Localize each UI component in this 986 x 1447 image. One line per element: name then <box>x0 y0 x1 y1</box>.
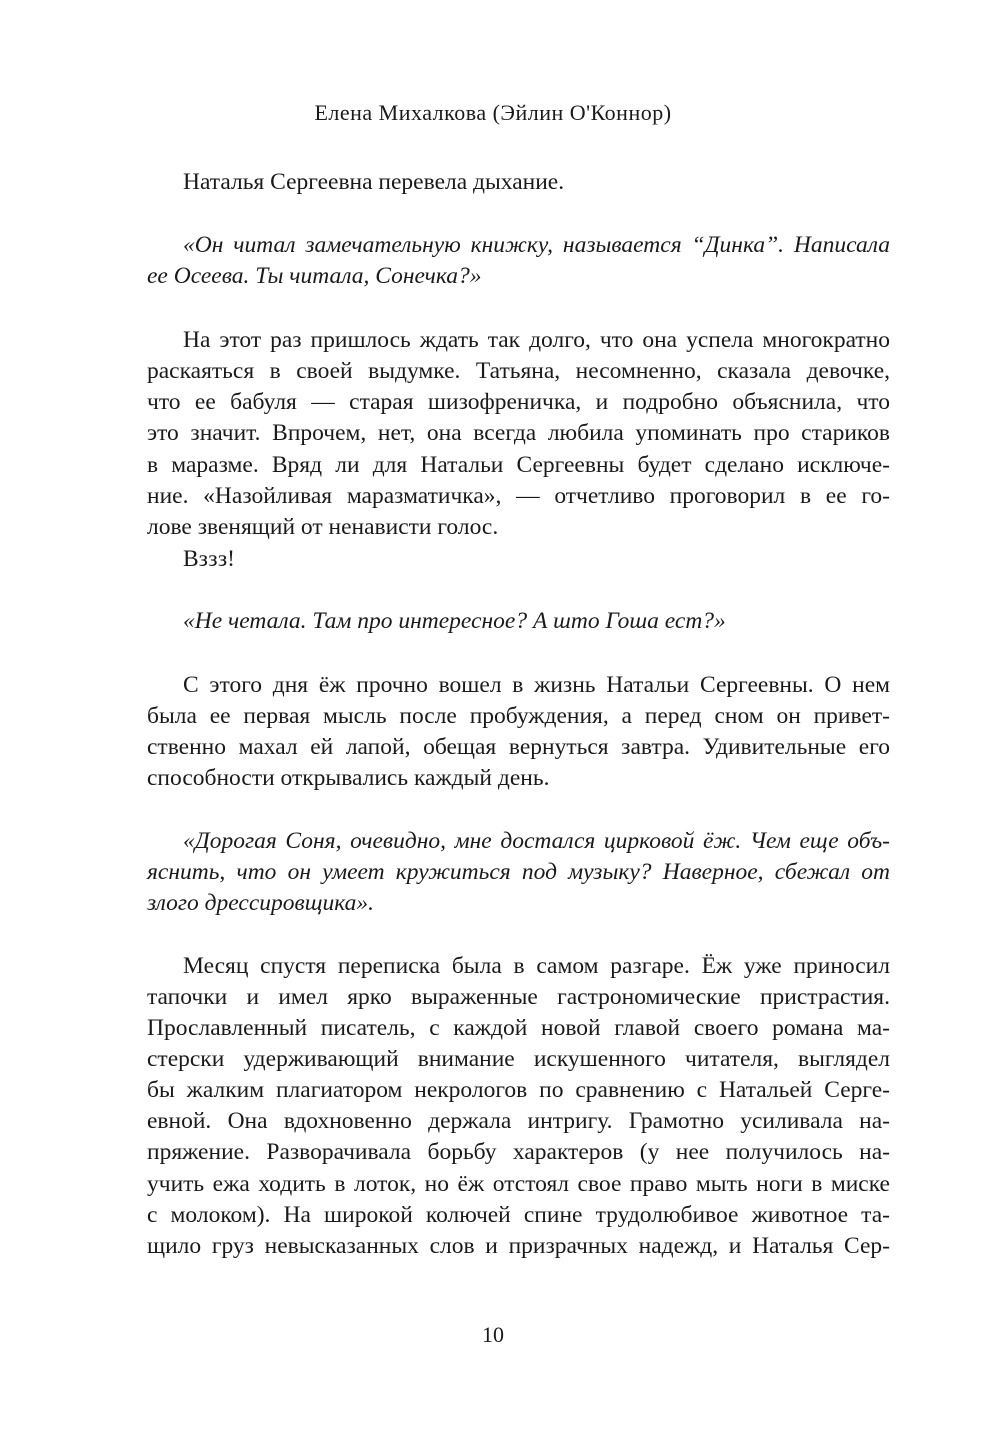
letter-line: злого дрессировщика». <box>147 890 375 916</box>
letter-line: яснить, что он умеет кружиться под музыку? Наверное, сбежал от <box>147 859 890 885</box>
text-line: стерски удерживающий внимание искушенного читателя, выглядел <box>147 1046 890 1072</box>
text-line: с молоком). На широкой колючей спине трудолюбивое животное та- <box>147 1202 890 1228</box>
text-line: Вззз! <box>183 546 235 572</box>
letter-line: «Не четала. Там про интересное? А што Гоша ест?» <box>183 608 726 634</box>
text-line: С этого дня ёж прочно вошел в жизнь Натальи Сергеевны. О нем <box>183 672 890 698</box>
text-line: евной. Она вдохновенно держала интригу. Грамотно усиливала на- <box>147 1108 890 1134</box>
text-line: учить ежа ходить в лоток, но ёж отстоял свое право мыть ноги в миске <box>147 1171 890 1197</box>
text-line: что ее бабуля — старая шизофреничка, и подробно объяснила, что <box>147 389 890 415</box>
text-line: На этот раз пришлось ждать так долго, что она успела многократно <box>183 327 890 353</box>
text-line: щило груз невысказанных слов и призрачных надежд, и Наталья Сер- <box>147 1233 890 1259</box>
text-line: пряжение. Разворачивала борьбу характеров (у нее получилось на- <box>147 1139 890 1165</box>
text-line: Наталья Сергеевна перевела дыхание. <box>183 169 565 195</box>
text-line: ственно махал ей лапой, обещая вернуться завтра. Удивительные его <box>147 734 890 760</box>
letter-line: «Дорогая Соня, очевидно, мне достался цирковой ёж. Чем еще объ- <box>183 828 890 854</box>
text-line: способности открывались каждый день. <box>147 765 550 791</box>
text-line: в маразме. Вряд ли для Натальи Сергеевны будет сделано исключе- <box>147 452 890 478</box>
text-line: это значит. Впрочем, нет, она всегда любила упоминать про стариков <box>147 420 890 446</box>
text-line: раскаяться в своей выдумке. Татьяна, несомненно, сказала девочке, <box>147 358 890 384</box>
text-line: Прославленный писатель, с каждой новой главой своего романа ма- <box>147 1015 890 1041</box>
letter-line: «Он читал замечательную книжку, называется “Динка”. Написала <box>183 232 890 258</box>
text-line: Месяц спустя переписка была в самом разгаре. Ёж уже приносил <box>183 953 890 979</box>
page-number: 10 <box>482 1322 504 1347</box>
text-line: была ее первая мысль после пробуждения, а перед сном он привет- <box>147 703 890 729</box>
running-header: Елена Михалкова (Эйлин О'Коннор) <box>314 100 672 125</box>
text-line: тапочки и имел ярко выраженные гастрономические пристрастия. <box>147 984 890 1010</box>
text-line: бы жалким плагиатором некрологов по сравнению с Натальей Серге- <box>147 1077 890 1103</box>
text-line: лове звенящий от ненависти голос. <box>147 514 499 540</box>
letter-line: ее Осеева. Ты читала, Сонечка?» <box>147 263 482 289</box>
text-line: ние. «Назойливая маразматичка», — отчетливо проговорил в ее го- <box>147 483 890 509</box>
